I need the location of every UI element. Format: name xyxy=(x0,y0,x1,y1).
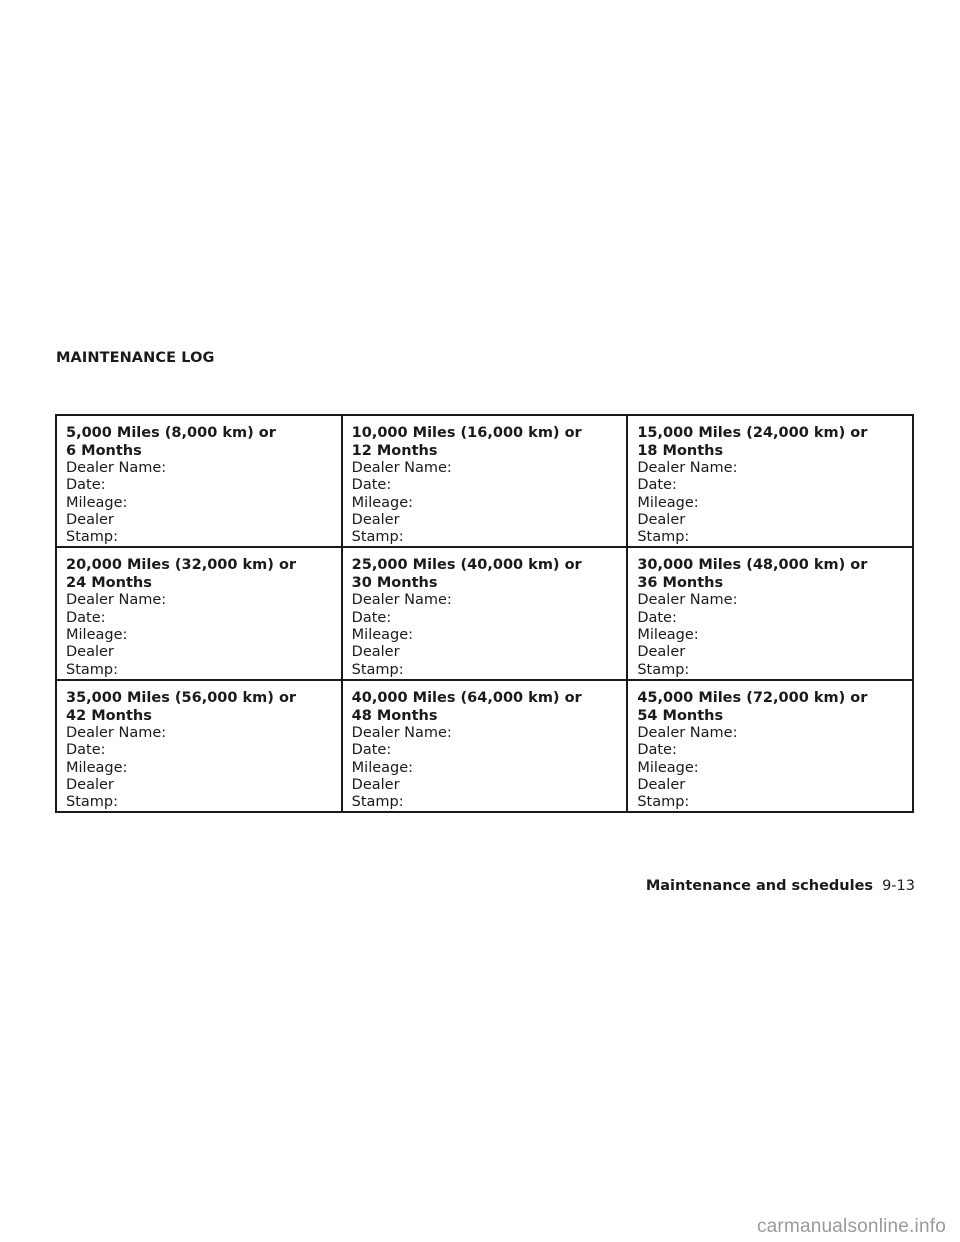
stamp-label: Stamp: xyxy=(66,794,118,811)
page-title: MAINTENANCE LOG xyxy=(56,350,215,366)
dealer-label: Dealer xyxy=(66,511,114,528)
dealer-name-label: Dealer Name: xyxy=(66,460,167,476)
log-cell xyxy=(56,415,342,547)
log-cell xyxy=(342,680,628,812)
date-label: Date: xyxy=(351,609,392,626)
interval-heading: 30,000 Miles (48,000 km) or 36 Months xyxy=(637,557,868,592)
log-cell xyxy=(56,547,342,679)
dealer-name-label: Dealer Name: xyxy=(637,460,738,476)
stamp-label: Stamp: xyxy=(351,529,404,546)
maintenance-log-table xyxy=(55,414,914,813)
date-label: Date: xyxy=(351,742,392,759)
dealer-label: Dealer xyxy=(351,644,400,661)
interval-heading: 10,000 Miles (16,000 km) or 12 Months xyxy=(351,425,582,459)
date-label: Date: xyxy=(637,477,677,494)
log-cell xyxy=(56,680,342,812)
date-label: Date: xyxy=(66,609,106,626)
mileage-label: Mileage: xyxy=(351,494,414,511)
page-number: 9-13 xyxy=(882,878,915,894)
stamp-label: Stamp: xyxy=(637,529,690,546)
date-label: Date: xyxy=(351,477,392,494)
stamp-label: Stamp: xyxy=(66,661,118,678)
dealer-name-label: Dealer Name: xyxy=(351,724,452,741)
dealer-name-label: Dealer Name: xyxy=(66,592,167,609)
log-cell xyxy=(627,547,913,679)
dealer-label: Dealer xyxy=(66,776,114,793)
mileage-label: Mileage: xyxy=(637,494,699,511)
stamp-label: Stamp: xyxy=(351,661,404,678)
mileage-label: Mileage: xyxy=(66,759,128,776)
stamp-label: Stamp: xyxy=(637,794,690,811)
dealer-name-label: Dealer Name: xyxy=(637,592,738,609)
mileage-label: Mileage: xyxy=(66,627,128,644)
page-footer xyxy=(646,878,915,894)
stamp-label: Stamp: xyxy=(637,661,690,678)
date-label: Date: xyxy=(66,742,106,759)
dealer-label: Dealer xyxy=(637,644,686,661)
footer-section-title: Maintenance and schedules xyxy=(645,878,874,894)
mileage-label: Mileage: xyxy=(637,627,699,644)
log-cell xyxy=(627,680,913,812)
log-cell xyxy=(342,547,628,679)
date-label: Date: xyxy=(66,477,106,494)
interval-heading: 15,000 Miles (24,000 km) or 18 Months xyxy=(637,425,868,459)
dealer-label: Dealer xyxy=(66,644,114,661)
dealer-label: Dealer xyxy=(351,511,400,528)
stamp-label: Stamp: xyxy=(351,794,404,811)
dealer-label: Dealer xyxy=(637,511,686,528)
dealer-name-label: Dealer Name: xyxy=(66,724,167,741)
stamp-label: Stamp: xyxy=(66,529,118,546)
table-row xyxy=(56,415,913,547)
interval-heading: 35,000 Miles (56,000 km) or 42 Months xyxy=(66,689,297,724)
dealer-name-label: Dealer Name: xyxy=(351,460,452,476)
table-row xyxy=(56,547,913,679)
date-label: Date: xyxy=(637,742,677,759)
dealer-label: Dealer xyxy=(637,776,686,793)
mileage-label: Mileage: xyxy=(351,759,414,776)
dealer-name-label: Dealer Name: xyxy=(351,592,452,609)
watermark-text: carmanualsonline.info xyxy=(756,1216,946,1237)
mileage-label: Mileage: xyxy=(351,627,414,644)
mileage-label: Mileage: xyxy=(66,494,128,511)
dealer-label: Dealer xyxy=(351,776,400,793)
interval-heading: 25,000 Miles (40,000 km) or 30 Months xyxy=(351,557,582,592)
table-row xyxy=(56,680,913,812)
interval-heading: 40,000 Miles (64,000 km) or 48 Months xyxy=(351,689,582,724)
interval-heading: 45,000 Miles (72,000 km) or 54 Months xyxy=(637,689,868,724)
date-label: Date: xyxy=(637,609,677,626)
interval-heading: 5,000 Miles (8,000 km) or 6 Months xyxy=(66,425,276,459)
interval-heading: 20,000 Miles (32,000 km) or 24 Months xyxy=(66,557,297,592)
mileage-label: Mileage: xyxy=(637,759,699,776)
log-cell xyxy=(342,415,628,547)
log-cell xyxy=(627,415,913,547)
dealer-name-label: Dealer Name: xyxy=(637,724,738,741)
